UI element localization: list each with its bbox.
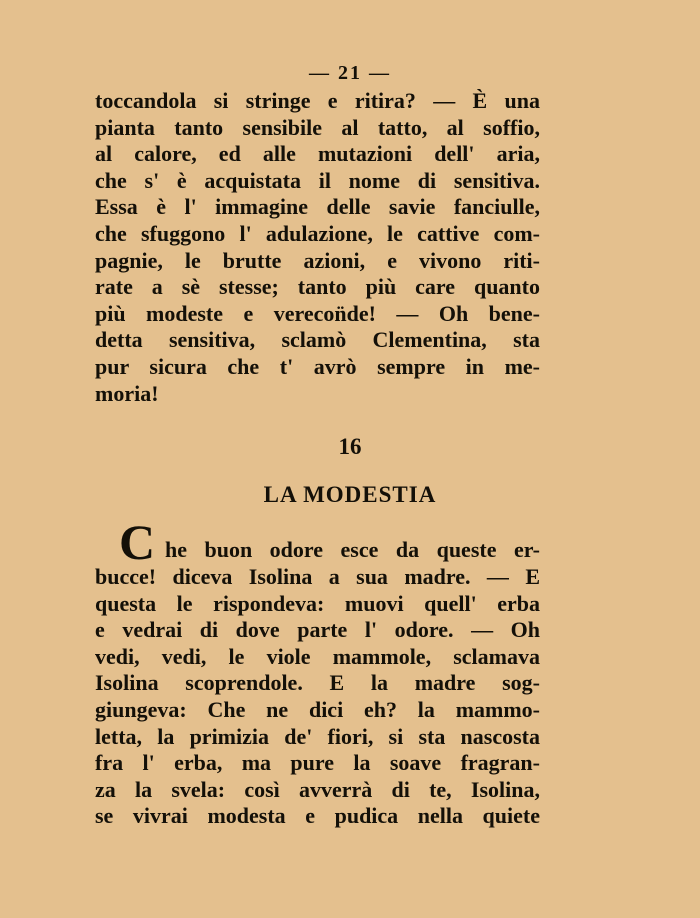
paragraph-2 <box>95 514 540 830</box>
text-line: questa le rispondeva: muovi quell' erba <box>95 590 540 616</box>
text-line: moria! <box>95 380 159 406</box>
text-line: più modeste e verecon̈de! — Oh bene- <box>95 300 540 326</box>
drop-cap: C <box>119 514 156 570</box>
text-line: letta, la primizia de' fiori, si sta nascosta <box>95 723 540 749</box>
text-line: za la svela: così avverrà di te, Isolina, <box>95 776 540 802</box>
text-line: toccandola si stringe e ritira? — È una <box>95 88 540 113</box>
text-line: pianta tanto sensibile al tatto, al soffio, <box>95 114 540 140</box>
text-line: Isolina scoprendole. E la madre sog- <box>95 670 540 696</box>
text-line: detta sensitiva, sclamò Clementina, sta <box>95 327 540 353</box>
text-line: al calore, ed alle mutazioni dell' aria, <box>95 141 540 167</box>
page-number: — 21 — <box>309 62 391 84</box>
section-title: LA MODESTIA <box>263 482 437 507</box>
first-line-row <box>95 514 540 570</box>
text-line: pur sicura che t' avrò sempre in me- <box>95 353 540 379</box>
text-line: fra l' erba, ma pure la soave fragran- <box>95 750 540 776</box>
text-line: giungeva: Che ne dici eh? la mammo- <box>95 696 540 722</box>
text-line: bucce! diceva Isolina a sua madre. — E <box>95 564 540 589</box>
paragraph-1 <box>95 88 540 407</box>
text-line: Essa è l' immagine delle savie fanciulle, <box>95 194 540 220</box>
text-line: che sfuggono l' adulazione, le cattive com- <box>95 220 540 246</box>
text-line: he buon odore esce da queste er- <box>165 537 540 563</box>
text-line: pagnie, le brutte azioni, e vivono riti- <box>95 247 540 273</box>
text-line: rate a sè stesse; tanto più care quanto <box>95 274 540 300</box>
text-line: che s' è acquistata il nome di sensitiva. <box>95 167 540 193</box>
text-line: vedi, vedi, le viole mammole, sclamava <box>95 643 540 669</box>
section-number: 16 <box>338 434 362 459</box>
text-line: se vivrai modesta e pudica nella quiete <box>95 803 540 829</box>
text-line: e vedrai di dove parte l' odore. — Oh <box>95 617 540 643</box>
